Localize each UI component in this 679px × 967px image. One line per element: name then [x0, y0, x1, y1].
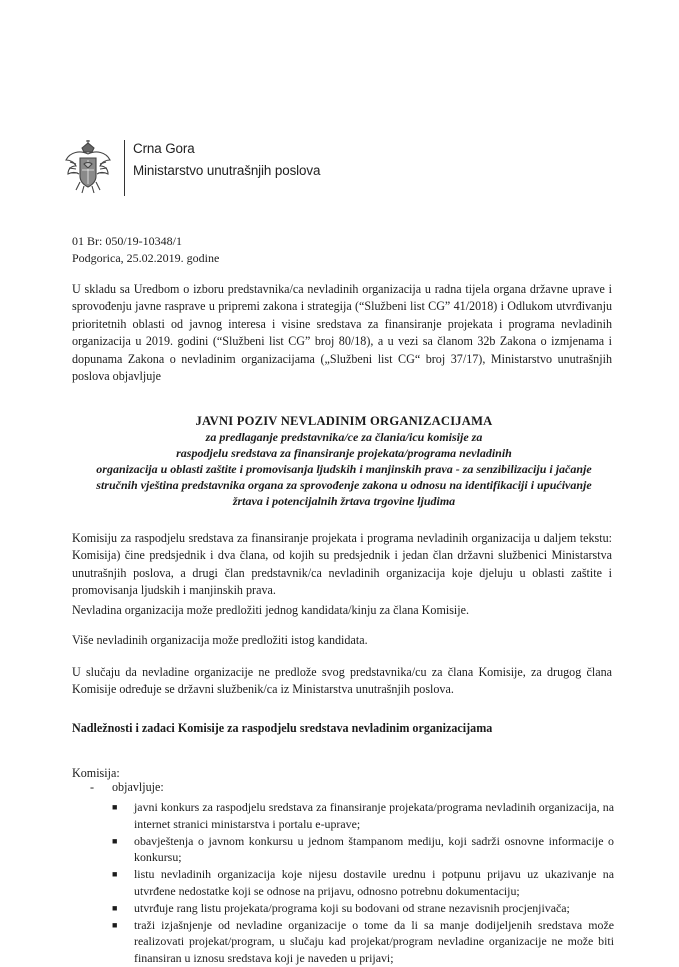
- komisija-label: Komisija:: [72, 766, 120, 780]
- bullet-icon: ■: [112, 835, 118, 846]
- paragraph-commission: Komisiju za raspodjelu sredstava za finansiranje projekata i programa nevladinih organizacija u daljem tekstu: Komisija) čine predsjednik i dva člana, od kojih su predsjednik i jedan član državni službenici Ministarstva unutrašnjih poslova, a drugi član predstavnik/ca nevladinih organizacija koje djeluju u oblasti zaštite i promovisanja ljudskih i manjinskih prava.: [72, 531, 612, 598]
- list-item: [112, 833, 614, 867]
- header-text: [133, 138, 320, 182]
- bullet-icon: ■: [112, 802, 118, 812]
- place-date: Podgorica, 25.02.2019. godine: [72, 251, 220, 265]
- bullet-icon: ■: [112, 869, 118, 880]
- call-title-line: za predlaganje predstavnika/ce za člania/icu komisije za: [205, 430, 483, 444]
- call-title-line: stručnih vještina predstavnika organa za sprovođenje zakona u odnosu na identifikaciji i upućivanje: [96, 478, 592, 492]
- list-item: [112, 799, 614, 833]
- letterhead: [62, 138, 320, 200]
- list-item-text: utvrđuje rang listu projekata/programa koji su bodovani od strane nezavisnih procjenjivača;: [134, 900, 570, 915]
- call-title-main: JAVNI POZIV NEVLADINIM ORGANIZACIJAMA: [195, 414, 493, 428]
- bullet-icon: ■: [112, 919, 118, 930]
- call-title-line: žrtava i potencijalnih žrtava trgovine ljudima: [232, 494, 456, 508]
- call-title-line: organizacija u oblasti zaštite i promovisanja ljudskih i manjinskih prava - za senzibilizaciju i jačanje: [96, 462, 592, 476]
- country-name: Crna Gora: [133, 141, 195, 156]
- bullet-icon: ■: [112, 902, 118, 913]
- dash-marker: -: [90, 780, 95, 794]
- list-item-text: traži izjašnjenje od nevladine organizacije o tome da li sa manje dodijeljenih sredstava može realizovati projekat/program, u slučaju kad projekat/program nevladine organizacije ne može biti finansiran u iznosu sredstava koji je naveden u prijavi;: [134, 917, 614, 966]
- paragraph-one-candidate: Nevladina organizacija može predložiti jednog kandidata/kinju za člana Komisije.: [72, 603, 470, 617]
- paragraph-same-candidate: Više nevladinih organizacija može predložiti istog kandidata.: [72, 633, 368, 647]
- header-divider: [124, 140, 125, 196]
- reference-number: 01 Br: 050/19-10348/1: [72, 234, 182, 248]
- ministry-name: Ministarstvo unutrašnjih poslova: [133, 163, 321, 178]
- coat-of-arms-icon: [62, 140, 114, 194]
- list-item: [112, 917, 614, 967]
- intro-paragraph: U skladu sa Uredbom o izboru predstavnika/ca nevladinih organizacija u radna tijela organa državne uprave i sprovođenju javne rasprave u pripremi zakona i strategija (“Službeni list CG” 41/2018) i Odlukom utvrđivanju prioritetnih oblasti od javnog interesa i visine sredstava za finansiranje projekata i programa nevladinih organizacija u 2019. godini (“Službeni list CG” broj 80/18), a u vezi sa članom 32b Zakona o izmjenama i dopunama Zakona o nevladinim organizacijama („Službeni list CG“ broj 37/17), Ministarstvo unutrašnjih poslova objavljuje: [72, 282, 612, 384]
- section-heading: Nadležnosti i zadaci Komisije za raspodjelu sredstava nevladinim organizacijama: [72, 721, 493, 735]
- call-title: [60, 413, 628, 509]
- list-item-text: javni konkurs za raspodjelu sredstava za finansiranje projekata/programa nevladinih organizacija, na internet stranici ministarstva i portalu e-uprave;: [134, 800, 614, 831]
- list-item: [112, 900, 614, 917]
- list-item-text: listu nevladinih organizacija koje nijesu dostavile urednu i potpunu prijavu uz ukazivanje na utvrđene nedostatke koji se odnose na prijavu, odnosno potrebnu dokumentaciju;: [134, 867, 614, 898]
- duties-list: [112, 799, 614, 967]
- list-item-text: obavještenja o javnom konkursu u jednom štampanom mediju, koji sadrži osnovne informacije o konkursu;: [134, 833, 614, 865]
- paragraph-no-proposal: U slučaju da nevladine organizacije ne predlože svog predstavnika/cu za člana Komisije, za drugog člana Komisije određuje se državni službenik/ca iz Ministarstva unutrašnjih poslova.: [72, 665, 612, 697]
- dash-label: objavljuje:: [112, 780, 164, 794]
- document-meta: [72, 233, 219, 267]
- call-title-line: raspodjelu sredstava za finansiranje projekata/programa nevladinih: [176, 446, 512, 460]
- list-item: [112, 866, 614, 900]
- dash-item: [90, 780, 164, 795]
